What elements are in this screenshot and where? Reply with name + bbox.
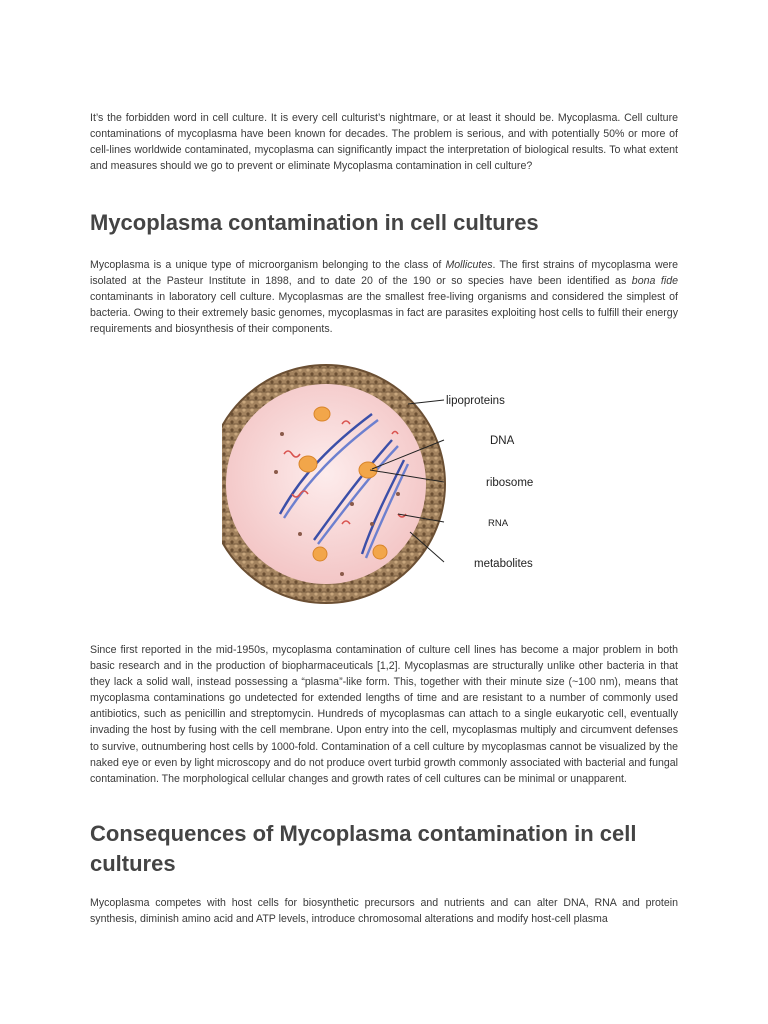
- section-heading-consequences: Consequences of Mycoplasma contamination in cell cultures: [90, 821, 637, 876]
- text-run: contaminants in laboratory cell culture. Mycoplasmas are the smallest free-living organisms and considered the simplest of bacteria. Owing to their extremely basic genomes, mycoplasmas in fact are parasites exploiting host cells to fulfill their energy requirements and biosynthesis of their components.: [90, 291, 678, 336]
- label-ribosome: ribosome: [486, 477, 534, 489]
- text-run: . The first strains of mycoplasma were isolated at the Pasteur Institute in 1898, and to date 20 of the 190 or so species have been identified as: [90, 259, 678, 288]
- section-heading-contamination: Mycoplasma contamination in cell cultures: [90, 210, 539, 235]
- italic-term-mollicutes: Mollicutes: [445, 259, 493, 271]
- label-rna: RNA: [488, 518, 509, 529]
- italic-term-bona-fide: bona fide: [631, 275, 678, 288]
- label-metabolites: metabolites: [474, 558, 533, 570]
- text-run: Mycoplasma is a unique type of microorganism belonging to the class of: [90, 259, 446, 271]
- consequences-paragraph: Mycoplasma competes with host cells for biosynthetic precursors and nutrients and can alter DNA, RNA and protein synthesis, diminish amino acid and ATP levels, introduce chromosomal alterations and modify host-cell plasma: [90, 897, 678, 926]
- label-dna: DNA: [490, 435, 515, 447]
- mycoplasma-description-paragraph: [90, 257, 678, 337]
- mycoplasma-cell-diagram: [222, 364, 552, 610]
- intro-paragraph: It’s the forbidden word in cell culture. It is every cell culturist’s nightmare, or at least it should be. Mycoplasma. Cell culture contaminations of mycoplasma have been known for decades. The problem is serious, and with potentially 50% or more of cell-lines worldwide contaminated, mycoplasma can significantly impact the interpretation of biological results. To what extent and measures should we go to prevent or eliminate Mycoplasma contamination in cell culture?: [90, 112, 678, 173]
- label-lipoproteins: lipoproteins: [446, 395, 505, 407]
- cell-illustration: [222, 364, 552, 610]
- history-paragraph: Since first reported in the mid-1950s, mycoplasma contamination of culture cell lines has become a major problem in both basic research and in the production of biopharmaceuticals [1,2]. Mycoplasmas are structurally unlike other bacteria in that they lack a solid wall, instead possessing a “plasma”-like form. This, together with their minute size (~100 nm), means that mycoplasma contaminations go undetected for extended lengths of time and are resistant to a number of commonly used antibiotics, such as penicillin and streptomycin. Hundreds of mycoplasmas can attach to a single eukaryotic cell, eventually invading the host by fusing with the cell membrane. Upon entry into the cell, mycoplasmas multiply and circumvent defenses to survive, outnumbering host cells by 1000-fold. Contamination of a cell culture by mycoplasmas cannot be visualized by the naked eye or even by light microscopy and do not produce overt turbid growth commonly associated with bacterial and fungal contamination. The morphological cellular changes and growth rates of cell cultures can be minimal or unapparent.: [90, 644, 678, 785]
